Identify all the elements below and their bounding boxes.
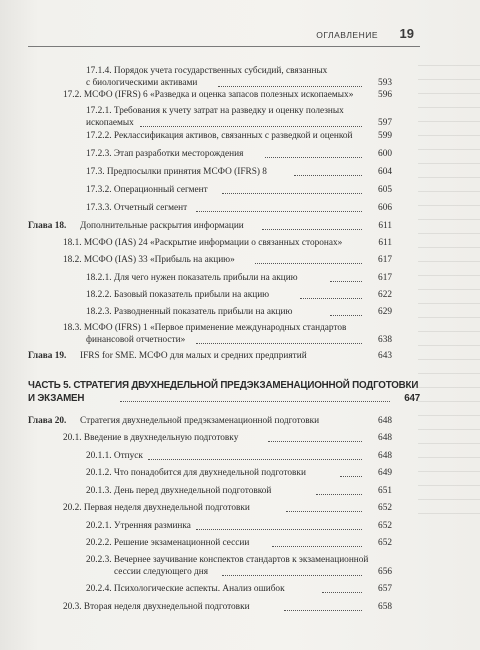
toc-entry-line: с биологическими активами <box>86 77 198 88</box>
header-page-number: 19 <box>399 26 414 41</box>
toc-page-number: 606 <box>378 203 392 213</box>
toc-page-number: 600 <box>378 149 392 159</box>
toc-page-number: 611 <box>378 221 392 231</box>
toc-page-number: 622 <box>378 290 392 300</box>
dot-leader <box>330 281 362 282</box>
dot-leader <box>262 229 362 230</box>
toc-page-number: 648 <box>378 451 392 461</box>
dot-leader <box>120 401 390 402</box>
toc-entry-line: Стратегия двухнедельной предэкзаменационной подготовки <box>80 416 320 426</box>
toc-page-number: 617 <box>378 255 392 265</box>
toc-entry-line: финансовой отчетности» <box>86 334 186 345</box>
toc-entry-line: 17.3.3. Отчетный сегмент <box>86 203 188 213</box>
toc-part-heading <box>28 379 420 405</box>
toc-page-number: 596 <box>378 90 392 100</box>
dot-leader <box>196 211 362 212</box>
toc-page-number: 652 <box>378 538 392 548</box>
toc-entry-line: сессии следующего дня <box>114 566 209 577</box>
chapter-label: Глава 19. <box>28 351 67 361</box>
toc-page-number: 611 <box>378 238 392 248</box>
toc-entry-line: 20.3. Вторая неделя двухнедельной подготовки <box>63 602 250 612</box>
toc-entry-line: 20.2.1. Утренняя разминка <box>86 521 191 531</box>
dot-leader <box>265 157 362 158</box>
chapter-label: Глава 20. <box>28 416 67 426</box>
toc-page-number: 629 <box>378 307 392 317</box>
toc-entry-line: 18.2.1. Для чего нужен показатель прибыли на акцию <box>86 273 298 283</box>
toc-page-number: 638 <box>378 334 392 345</box>
toc-entry-line: 20.1.1. Отпуск <box>86 451 143 461</box>
dot-leader <box>255 263 362 264</box>
part-heading-line: И ЭКЗАМЕН <box>28 393 85 404</box>
toc-entry-line: 17.3. Предпосылки принятия МСФО (IFRS) 8 <box>86 167 267 177</box>
dot-leader <box>284 610 362 611</box>
toc-page-number: 643 <box>378 351 392 361</box>
toc-entry-line: 17.1.4. Порядок учета государственных субсидий, связанных <box>86 66 328 76</box>
dot-leader <box>222 193 362 194</box>
header-rule <box>28 46 420 47</box>
toc-page-number: 657 <box>378 584 392 594</box>
dot-leader <box>340 476 362 477</box>
dot-leader <box>218 86 362 87</box>
toc-entry-line: 20.2.4. Психологические аспекты. Анализ ошибок <box>86 584 285 594</box>
running-header <box>28 26 418 44</box>
toc-entry-line: 20.1.3. День перед двухнедельной подготовкой <box>86 486 272 496</box>
toc-entry-line: 20.1.2. Что понадобится для двухнедельной подготовки <box>86 468 306 478</box>
part-heading-line: ЧАСТЬ 5. СТРАТЕГИЯ ДВУХНЕДЕЛЬНОЙ ПРЕДЭКЗАМЕНАЦИОННОЙ ПОДГОТОВКИ <box>28 380 419 391</box>
toc-entry-line: 17.2.2. Реклассификация активов, связанных с разведкой и оценкой <box>86 131 353 141</box>
toc-page-number: 648 <box>378 416 392 426</box>
toc-page-number: 649 <box>378 468 392 478</box>
chapter-label: Глава 18. <box>28 221 67 231</box>
toc-entry-line: Дополнительные раскрытия информации <box>80 221 244 231</box>
toc-page-number: 605 <box>378 185 392 195</box>
toc-entry-line: 18.1. МСФО (IAS) 24 «Раскрытие информации о связанных сторонах» <box>63 238 343 248</box>
toc-page-number: 647 <box>404 393 420 404</box>
toc-page-number: 651 <box>378 486 392 496</box>
toc-entry-line: 18.2.3. Разводненный показатель прибыли на акцию <box>86 307 293 317</box>
dot-leader <box>196 343 362 344</box>
toc-page-number: 658 <box>378 602 392 612</box>
toc-page-number: 652 <box>378 521 392 531</box>
toc-page-number: 648 <box>378 433 392 443</box>
toc-page-number: 656 <box>378 566 392 577</box>
bleed-through-text <box>418 55 480 515</box>
dot-leader <box>286 511 362 512</box>
dot-leader <box>300 298 362 299</box>
toc-entry-line: 17.2.3. Этап разработки месторождения <box>86 149 244 159</box>
toc-entry-line: IFRS for SME. МСФО для малых и средних предприятий <box>80 351 307 361</box>
dot-leader <box>316 494 362 495</box>
header-title: ОГЛАВЛЕНИЕ <box>316 30 378 40</box>
toc-page-number: 599 <box>378 131 392 141</box>
toc-entry-line: 20.2.3. Вечернее заучивание конспектов стандартов к экзаменационной <box>86 555 369 565</box>
toc-page-number: 597 <box>378 117 392 128</box>
toc-page-number: 593 <box>378 77 392 88</box>
toc-entry-line: 20.1. Введение в двухнедельную подготовку <box>63 433 239 443</box>
toc-entry-line: 18.3. МСФО (IFRS) 1 «Первое применение международных стандартов <box>63 323 347 333</box>
dot-leader <box>222 575 362 576</box>
toc-entry-line: 17.2.1. Требования к учету затрат на разведку и оценку полезных <box>86 106 344 116</box>
toc-entry-line: 20.2. Первая неделя двухнедельной подготовки <box>63 503 250 513</box>
toc-entry-line: 18.2. МСФО (IAS) 33 «Прибыль на акцию» <box>63 255 235 265</box>
toc-entry-line: 17.3.2. Операционный сегмент <box>86 185 208 195</box>
toc-entry-line: ископаемых <box>86 117 134 128</box>
toc-entry-line: 17.2. МСФО (IFRS) 6 «Разведка и оценка запасов полезных ископаемых» <box>63 90 354 100</box>
toc-entry-line: 20.2.2. Решение экзаменационной сессии <box>86 538 250 548</box>
dot-leader <box>272 546 362 547</box>
dot-leader <box>196 529 362 530</box>
dot-leader <box>330 315 362 316</box>
toc-page-number: 652 <box>378 503 392 513</box>
dot-leader <box>294 175 362 176</box>
toc-page-number: 604 <box>378 167 392 177</box>
dot-leader <box>322 592 362 593</box>
dot-leader <box>140 126 362 127</box>
toc-page-number: 617 <box>378 273 392 283</box>
toc-entry-line: 18.2.2. Базовый показатель прибыли на акцию <box>86 290 270 300</box>
dot-leader <box>268 441 362 442</box>
dot-leader <box>148 459 362 460</box>
